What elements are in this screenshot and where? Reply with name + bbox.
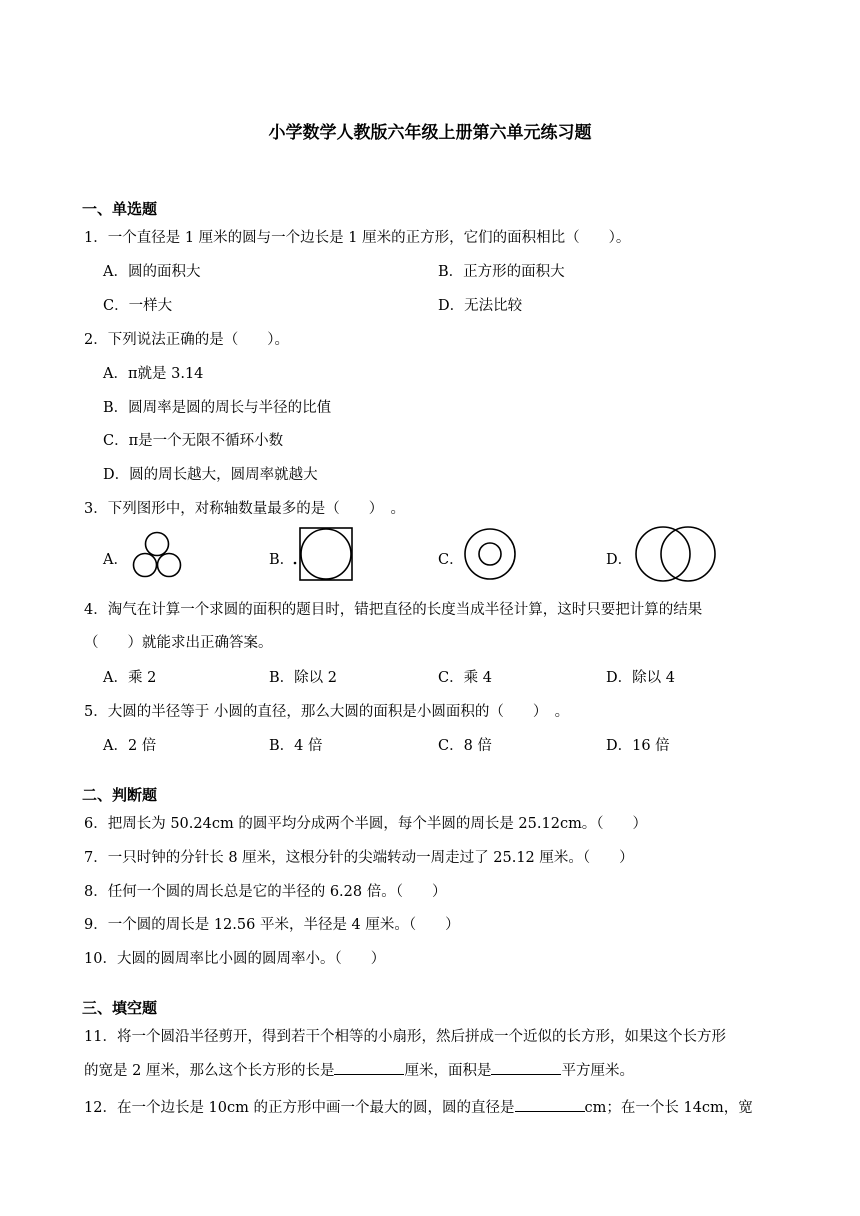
question-2-option-b: B．圆周率是圆的周长与半径的比值 bbox=[103, 400, 332, 416]
question-11-text-part3: 平方厘米。 bbox=[561, 1063, 634, 1079]
question-8-text: 8．任何一个圆的周长总是它的半径的 6.28 倍。（ ） bbox=[84, 884, 447, 900]
question-3-option-d: D． bbox=[606, 552, 633, 568]
question-10-text: 10．大圆的圆周率比小圆的圆周率小。（ ） bbox=[84, 951, 386, 967]
question-1-option-d: D．无法比较 bbox=[438, 298, 523, 314]
question-11-text-part1: 的宽是 2 厘米，那么这个长方形的长是 bbox=[84, 1063, 335, 1079]
question-3-option-b: B． bbox=[269, 552, 295, 568]
three-circles-figure bbox=[128, 528, 188, 582]
page-title: 小学数学人教版六年级上册第六单元练习题 bbox=[268, 123, 592, 143]
question-2-option-a: A．π就是 3.14 bbox=[103, 366, 204, 382]
question-11-text-part2: 厘米，面积是 bbox=[404, 1063, 492, 1079]
question-2-option-c: C．π是一个无限不循环小数 bbox=[103, 433, 284, 449]
question-1-text: 1．一个直径是 1 厘米的圆与一个边长是 1 厘米的正方形，它们的面积相比（ ）。 bbox=[84, 230, 631, 246]
question-3-option-a: A． bbox=[103, 552, 128, 568]
section-heading-single-choice: 一、单选题 bbox=[82, 200, 158, 218]
question-4-option-b: B．除以 2 bbox=[269, 670, 337, 686]
question-1-option-b: B．正方形的面积大 bbox=[438, 264, 565, 280]
question-4-option-a: A．乘 2 bbox=[103, 670, 157, 686]
question-5-option-b: B．4 倍 bbox=[269, 738, 323, 754]
question-2-text: 2．下列说法正确的是（ ）。 bbox=[84, 332, 289, 348]
question-3-text: 3．下列图形中，对称轴数量最多的是（ ） 。 bbox=[84, 501, 405, 517]
question-1-option-a: A．圆的面积大 bbox=[103, 264, 201, 280]
question-5-option-d: D．16 倍 bbox=[606, 738, 670, 754]
question-4-text-line1: 4．淘气在计算一个求圆的面积的题目时，错把直径的长度当成半径计算，这时只要把计算的结果 bbox=[84, 602, 703, 618]
answer-blank[interactable] bbox=[334, 1060, 404, 1075]
section-heading-true-false: 二、判断题 bbox=[82, 786, 158, 804]
question-5-text: 5．大圆的半径等于 小圆的直径，那么大圆的面积是小圆面积的（ ） 。 bbox=[84, 704, 570, 720]
question-9-text: 9．一个圆的周长是 12.56 平米，半径是 4 厘米。（ ） bbox=[84, 917, 460, 933]
question-1-option-c: C．一样大 bbox=[103, 298, 173, 314]
question-4-option-d: D．除以 4 bbox=[606, 670, 675, 686]
concentric-circles-figure bbox=[462, 526, 522, 584]
question-2-option-d: D．圆的周长越大，圆周率就越大 bbox=[103, 467, 318, 483]
question-4-option-c: C．乘 4 bbox=[438, 670, 492, 686]
answer-blank[interactable] bbox=[515, 1097, 585, 1112]
question-12-text bbox=[84, 1096, 753, 1117]
overlapping-circles-figure bbox=[632, 524, 720, 584]
question-6-text: 6．把周长为 50.24cm 的圆平均分成两个半圆，每个半圆的周长是 25.12cm。（ ） bbox=[84, 816, 648, 832]
question-11-text-line2 bbox=[84, 1059, 634, 1080]
question-7-text: 7．一只时钟的分针长 8 厘米，这根分针的尖端转动一周走过了 25.12 厘米。（ ） bbox=[84, 850, 634, 866]
question-5-option-a: A．2 倍 bbox=[103, 738, 157, 754]
answer-blank[interactable] bbox=[491, 1060, 561, 1075]
question-11-text-line1: 11．将一个圆沿半径剪开，得到若干个相等的小扇形，然后拼成一个近似的长方形，如果这个长方形 bbox=[84, 1029, 726, 1045]
question-12-text-part1: 12．在一个边长是 10cm 的正方形中画一个最大的圆，圆的直径是 bbox=[84, 1100, 515, 1116]
section-heading-fill-in: 三、填空题 bbox=[82, 999, 158, 1017]
question-5-option-c: C．8 倍 bbox=[438, 738, 492, 754]
question-12-text-part2: cm；在一个长 14cm，宽 bbox=[584, 1100, 753, 1116]
question-3-option-c: C． bbox=[438, 552, 464, 568]
question-4-text-line2: （ ）就能求出正确答案。 bbox=[84, 635, 273, 651]
circle-in-square-figure bbox=[292, 526, 358, 584]
